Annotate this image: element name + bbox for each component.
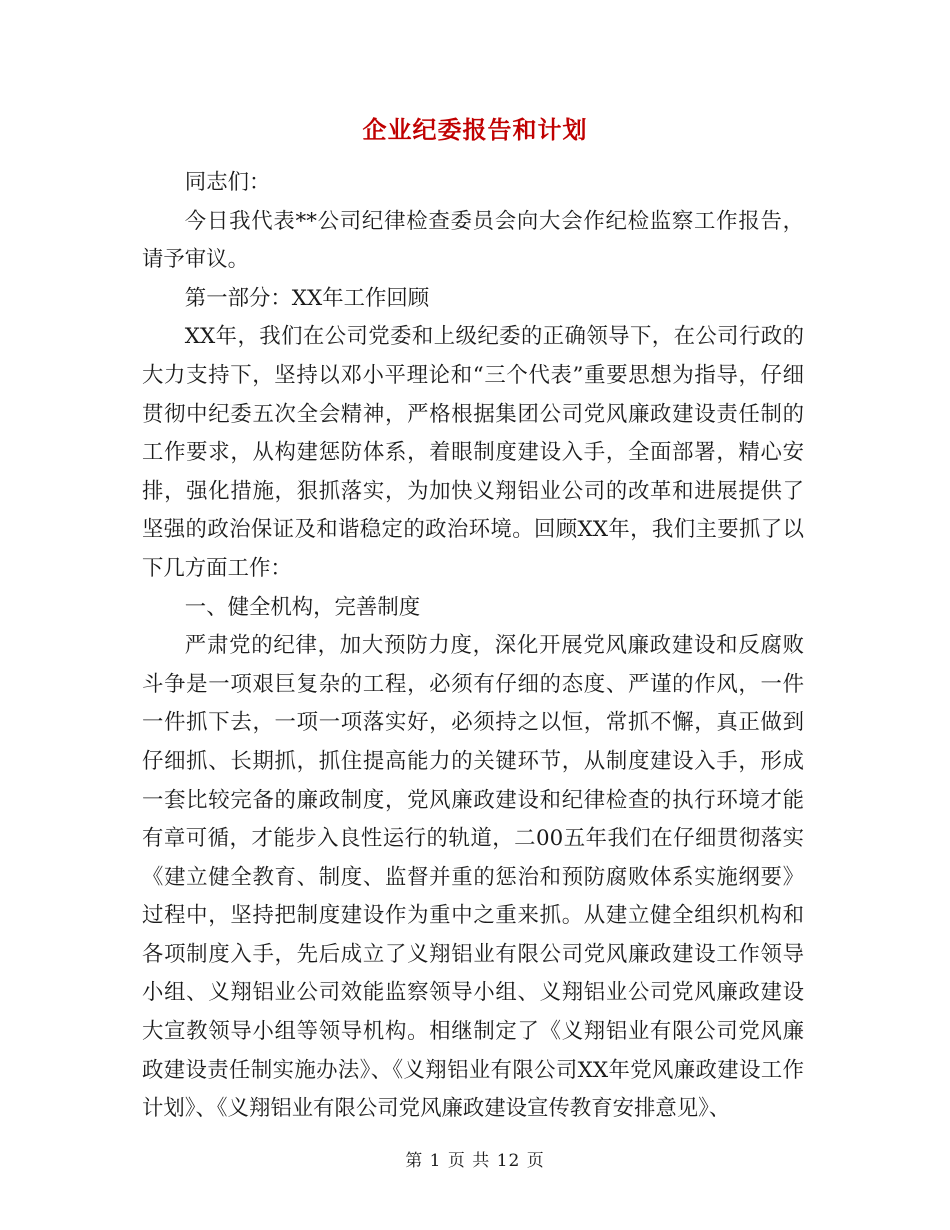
document-body <box>142 164 804 1129</box>
paragraph-intro: 今日我代表**公司纪律检查委员会向大会作纪检监察工作报告，请予审议。 <box>142 208 804 273</box>
paragraph-institutions: 严肃党的纪律，加大预防力度，深化开展党风廉政建设和反腐败斗争是一项艰巨复杂的工程，必须有仔细的态度、严谨的作风，一件一件抓下去，一项一项落实好，必须持之以恒，常抓不懈，真正做到仔细抓、长期抓，抓住提高能力的关键环节，从制度建设入手，形成一套比较完备的廉政制度，党风廉政建设和纪律检查的执行环境才能有章可循，才能步入良性运行的轨道，二00五年我们在仔细贯彻落实《建立健全教育、制度、监督并重的惩治和预防腐败体系实施纲要》过程中，坚持把制度建设作为重中之重来抓。从建立健全组织机构和各项制度入手，先后成立了义翔铝业有限公司党风廉政建设工作领导小组、义翔铝业公司效能监察领导小组、义翔铝业公司党风廉政建设大宣教领导小组等领导机构。相继制定了《义翔铝业有限公司党风廉政建设责任制实施办法》、《义翔铝业有限公司XX年党风廉政建设工作计划》、《义翔铝业有限公司党风廉政建设宣传教育安排意见》、 <box>142 633 804 1122</box>
section-heading: 第一部分：XX年工作回顾 <box>184 285 430 311</box>
subsection-heading: 一、健全机构，完善制度 <box>184 594 421 620</box>
paragraph-review: XX年，我们在公司党委和上级纪委的正确领导下，在公司行政的大力支持下，坚持以邓小平理论和“三个代表”重要思想为指导，仔细贯彻中纪委五次全会精神，严格根据集团公司党风廉政建设责任制的工作要求，从构建惩防体系，着眼制度建设入手，全面部署，精心安排，强化措施，狠抓落实，为加快义翔铝业公司的改革和进展提供了坚强的政治保证及和谐稳定的政治环境。回顾XX年，我们主要抓了以下几方面工作： <box>142 324 804 581</box>
document-title: 企业纪委报告和计划 <box>362 115 588 144</box>
page-footer: 第 1 页 共 12 页 <box>405 1151 545 1171</box>
salutation: 同志们： <box>184 170 271 195</box>
